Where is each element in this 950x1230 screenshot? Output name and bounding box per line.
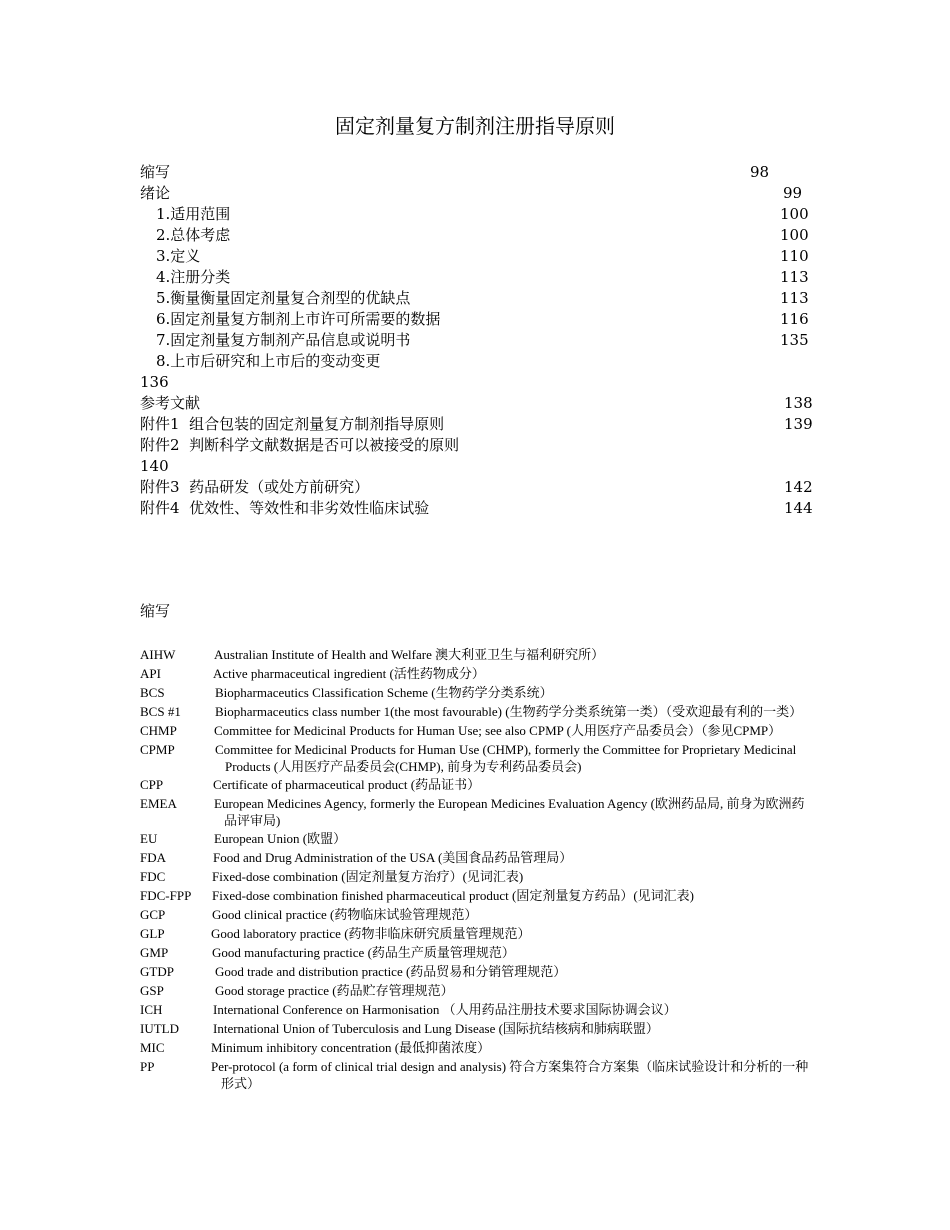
toc-label: 附件1 组合包装的固定剂量复方制剂指导原则 bbox=[140, 415, 445, 433]
abbreviation-definition: Good trade and distribution practice (药品贸易和分销管理规范） bbox=[215, 964, 567, 979]
abbreviation-row bbox=[140, 646, 812, 664]
toc-label: 参考文献 bbox=[140, 394, 201, 412]
abbreviation-definition: Good manufacturing practice (药品生产质量管理规范） bbox=[212, 945, 515, 960]
toc-label: 缩写 bbox=[140, 163, 171, 181]
toc-row bbox=[140, 288, 810, 309]
toc-page-number: 110 bbox=[780, 247, 809, 265]
abbreviation-code: BCS #1 bbox=[140, 704, 181, 719]
toc-page-number: 138 bbox=[784, 394, 813, 412]
abbreviation-code: FDC bbox=[140, 869, 166, 884]
toc-label: 附件2 判断科学文献数据是否可以被接受的原则 bbox=[140, 436, 460, 454]
document-title: 固定剂量复方制剂注册指导原则 bbox=[335, 114, 615, 138]
toc-label: 1.适用范围 bbox=[156, 205, 231, 223]
abbreviation-code: GSP bbox=[140, 983, 164, 998]
toc-row bbox=[140, 183, 810, 204]
abbreviation-definition: Biopharmaceutics class number 1(the most favourable) (生物药学分类系统第一类）（受欢迎最有利的一类） bbox=[215, 704, 803, 719]
toc-row bbox=[140, 225, 810, 246]
abbreviation-definition: Good storage practice (药品贮存管理规范） bbox=[215, 983, 454, 998]
toc-row bbox=[140, 393, 813, 414]
abbreviation-definition: Active pharmaceutical ingredient (活性药物成分） bbox=[213, 666, 485, 681]
toc-page-number: 100 bbox=[780, 205, 809, 223]
toc-label: 6.固定剂量复方制剂上市许可所需要的数据 bbox=[156, 310, 441, 328]
abbreviation-code: CPMP bbox=[140, 742, 175, 757]
abbreviations-heading: 缩写 bbox=[140, 602, 171, 620]
abbreviation-definition: Food and Drug Administration of the USA (美国食品药品管理局） bbox=[213, 850, 573, 865]
abbreviation-code: MIC bbox=[140, 1040, 165, 1055]
abbreviation-code: FDA bbox=[140, 850, 167, 865]
toc-page-number: 139 bbox=[784, 415, 813, 433]
abbreviation-code: GLP bbox=[140, 926, 165, 941]
abbreviation-code: ICH bbox=[140, 1002, 163, 1017]
toc-label: 附件3 药品研发（或处方前研究） bbox=[140, 478, 370, 496]
abbreviation-definition: European Medicines Agency, formerly the European Medicines Evaluation Agency (欧洲药品局, 前身为欧洲药品评审局) bbox=[214, 796, 805, 828]
abbreviation-definition: Fixed-dose combination (固定剂量复方治疗）(见词汇表) bbox=[212, 869, 524, 884]
toc-row bbox=[140, 246, 810, 267]
abbreviation-definition: Australian Institute of Health and Welfare 澳大利亚卫生与福利研究所） bbox=[214, 647, 605, 662]
toc-page-number: 99 bbox=[783, 184, 803, 202]
abbreviation-code: CHMP bbox=[140, 723, 177, 738]
abbreviation-definition: Certificate of pharmaceutical product (药品证书） bbox=[213, 777, 481, 792]
toc-page-number: 113 bbox=[780, 289, 809, 307]
abbreviation-definition: Per-protocol (a form of clinical trial design and analysis) 符合方案集符合方案集（临床试验设计和分析的一种形式） bbox=[211, 1059, 809, 1091]
abbreviation-definition: Fixed-dose combination finished pharmaceutical product (固定剂量复方药品）(见词汇表) bbox=[212, 888, 694, 903]
abbreviation-row bbox=[140, 963, 812, 981]
abbreviation-definition: International Conference on Harmonisation （人用药品注册技术要求国际协调会议） bbox=[213, 1002, 677, 1017]
abbreviation-definition: Committee for Medicinal Products for Human Use (CHMP), formerly the Committee for Proprietary Medicinal Products (人用医疗产品委员会(CHMP), 前身为专利药品委员会) bbox=[215, 742, 797, 774]
toc-row bbox=[140, 498, 813, 519]
toc-wrapped-page-number: 136 bbox=[140, 373, 169, 391]
toc-page-number: 135 bbox=[780, 331, 809, 349]
abbreviation-row bbox=[140, 1058, 812, 1092]
abbreviation-row bbox=[140, 906, 812, 924]
abbreviation-row bbox=[140, 776, 812, 794]
abbreviation-row bbox=[140, 982, 812, 1000]
abbreviation-row bbox=[140, 722, 812, 740]
toc-label: 2.总体考虑 bbox=[156, 226, 231, 244]
toc-page-number: 98 bbox=[750, 163, 770, 181]
toc-row bbox=[140, 204, 810, 225]
abbreviation-code: BCS bbox=[140, 685, 165, 700]
abbreviation-code: CPP bbox=[140, 777, 164, 792]
abbreviation-definition: Good clinical practice (药物临床试验管理规范） bbox=[212, 907, 478, 922]
abbreviation-row bbox=[140, 684, 812, 702]
abbreviation-code: EMEA bbox=[140, 796, 177, 811]
toc-label: 8.上市后研究和上市后的变动变更 bbox=[156, 352, 381, 370]
abbreviation-code: GTDP bbox=[140, 964, 174, 979]
abbreviation-code: PP bbox=[140, 1059, 155, 1074]
abbreviation-code: EU bbox=[140, 831, 158, 846]
toc-row bbox=[140, 351, 810, 372]
toc-row bbox=[140, 267, 810, 288]
toc-page-number: 113 bbox=[780, 268, 809, 286]
abbreviation-row bbox=[140, 1020, 812, 1038]
abbreviation-row bbox=[140, 868, 812, 886]
toc-label: 7.固定剂量复方制剂产品信息或说明书 bbox=[156, 331, 411, 349]
toc-row bbox=[140, 477, 813, 498]
toc-row bbox=[140, 309, 810, 330]
abbreviation-code: GCP bbox=[140, 907, 166, 922]
abbreviations-list bbox=[140, 646, 812, 1093]
abbreviation-row bbox=[140, 665, 812, 683]
abbreviation-definition: Committee for Medicinal Products for Human Use; see also CPMP (人用医疗产品委员会）（参见CPMP） bbox=[214, 723, 782, 738]
toc-page-number: 100 bbox=[780, 226, 809, 244]
abbreviation-definition: European Union (欧盟） bbox=[214, 831, 347, 846]
toc-label: 4.注册分类 bbox=[156, 268, 231, 286]
toc-row bbox=[140, 414, 813, 435]
toc-wrapped-page-number: 140 bbox=[140, 457, 169, 475]
toc-label: 绪论 bbox=[140, 184, 171, 202]
abbreviation-row bbox=[140, 925, 812, 943]
abbreviation-row bbox=[140, 703, 812, 721]
abbreviation-row bbox=[140, 887, 812, 905]
abbreviation-definition: Good laboratory practice (药物非临床研究质量管理规范） bbox=[211, 926, 531, 941]
toc-row bbox=[140, 372, 810, 393]
abbreviation-definition: Minimum inhibitory concentration (最低抑菌浓度） bbox=[211, 1040, 491, 1055]
abbreviation-row bbox=[140, 830, 812, 848]
table-of-contents bbox=[140, 162, 813, 519]
abbreviation-definition: International Union of Tuberculosis and Lung Disease (国际抗结核病和肺病联盟） bbox=[213, 1021, 659, 1036]
abbreviation-code: GMP bbox=[140, 945, 169, 960]
abbreviation-code: FDC-FPP bbox=[140, 888, 192, 903]
toc-row bbox=[140, 456, 810, 477]
abbreviation-code: IUTLD bbox=[140, 1021, 179, 1036]
abbreviation-code: API bbox=[140, 666, 161, 681]
toc-page-number: 116 bbox=[780, 310, 809, 328]
abbreviation-row bbox=[140, 1001, 812, 1019]
toc-row bbox=[140, 330, 810, 351]
abbreviation-definition: Biopharmaceutics Classification Scheme (生物药学分类系统） bbox=[215, 685, 553, 700]
toc-row bbox=[140, 162, 810, 183]
abbreviation-row bbox=[140, 1039, 812, 1057]
abbreviation-row bbox=[140, 944, 812, 962]
toc-label: 5.衡量衡量固定剂量复合剂型的优缺点 bbox=[156, 289, 411, 307]
abbreviation-row bbox=[140, 849, 812, 867]
toc-label: 附件4 优效性、等效性和非劣效性临床试验 bbox=[140, 499, 430, 517]
abbreviation-row bbox=[140, 795, 812, 829]
toc-page-number: 144 bbox=[784, 499, 813, 517]
toc-page-number: 142 bbox=[784, 478, 813, 496]
toc-label: 3.定义 bbox=[156, 247, 201, 265]
abbreviation-row bbox=[140, 741, 812, 775]
abbreviation-code: AIHW bbox=[140, 647, 176, 662]
toc-row bbox=[140, 435, 810, 456]
